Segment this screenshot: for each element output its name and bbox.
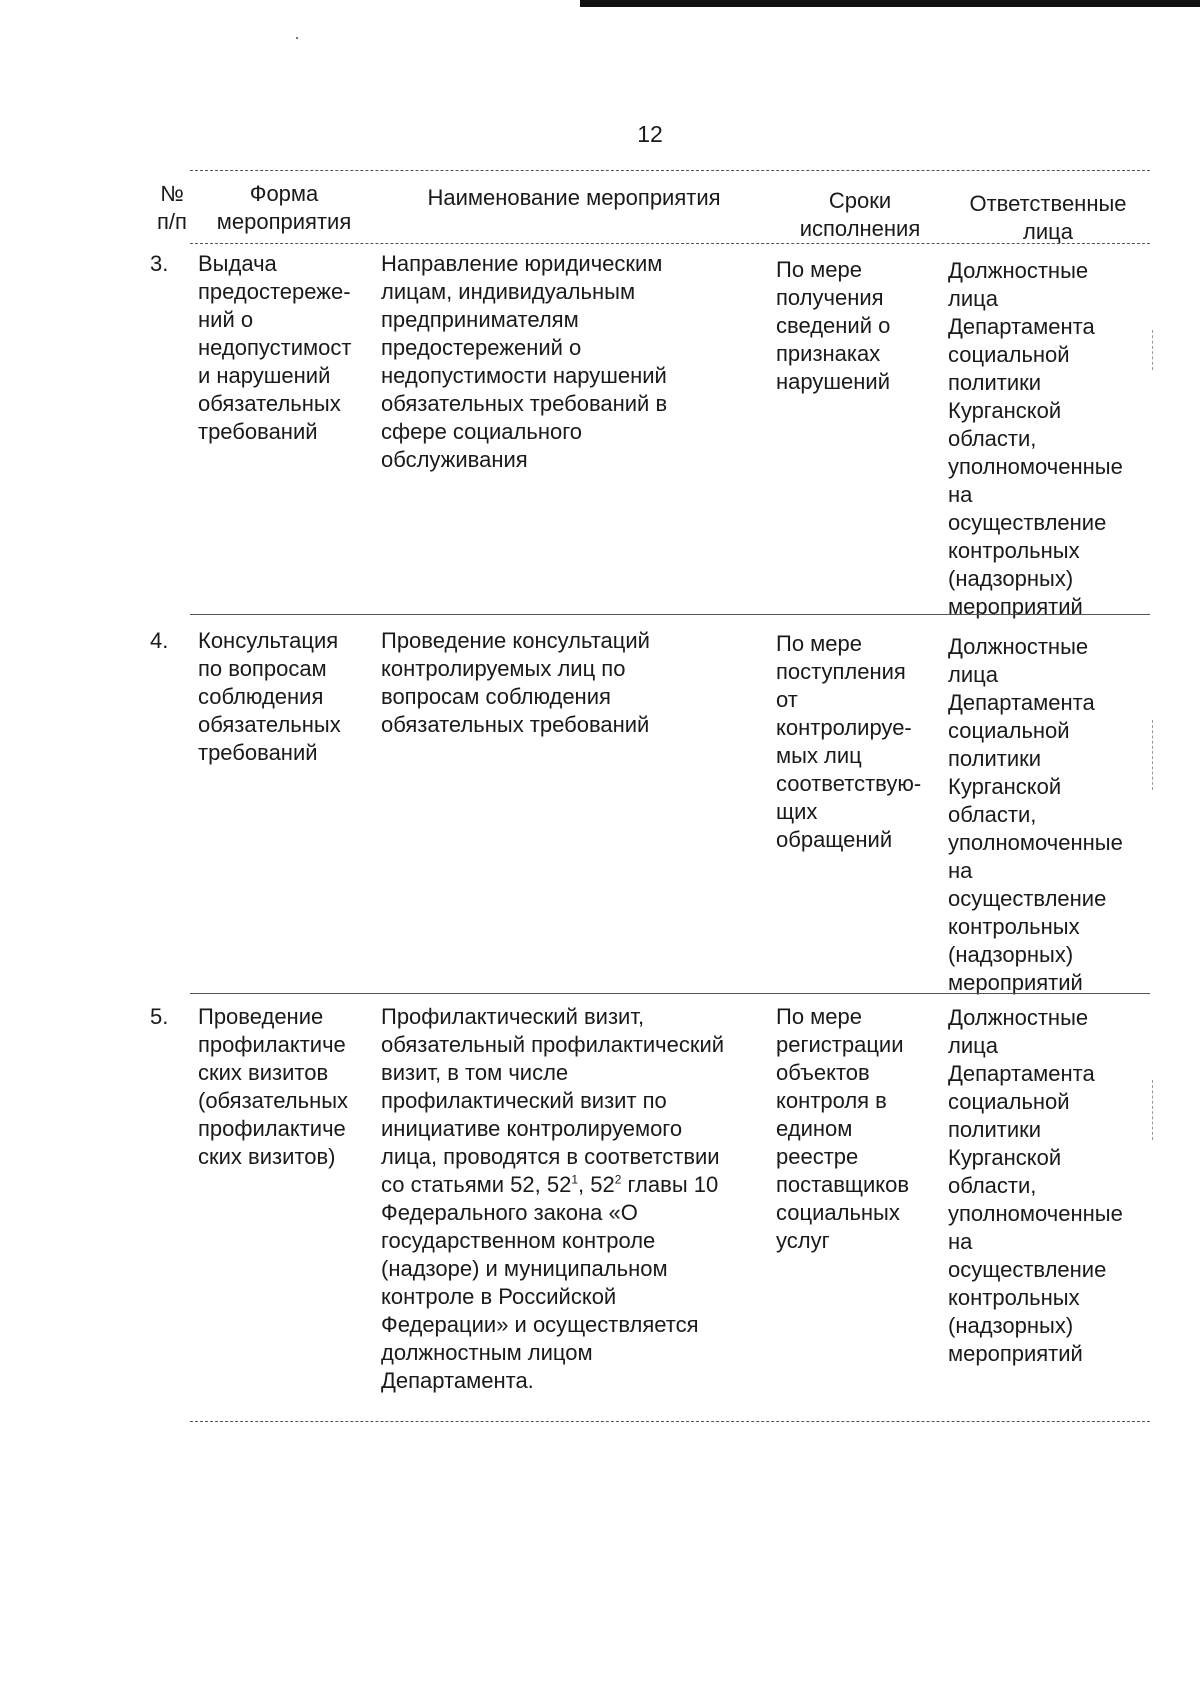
header-terms: исполнения	[799, 216, 921, 241]
row-separator	[190, 614, 1150, 615]
name-cell-line: Департамента.	[381, 1368, 534, 1393]
resp-cell-line: уполномоченные	[948, 1201, 1123, 1226]
row-number: 3.	[150, 251, 169, 276]
form-cell-line: требований	[198, 419, 318, 444]
resp-cell-line: на	[948, 1229, 973, 1254]
resp-cell-line: осуществление	[948, 1257, 1107, 1282]
row-separator	[190, 993, 1150, 994]
terms-cell-line: от	[776, 687, 798, 712]
name-cell-line: предпринимателям	[381, 307, 579, 332]
terms-cell-line: По мере	[776, 1004, 862, 1029]
resp-cell-line: политики	[948, 370, 1042, 395]
terms-cell-line: контроля в	[776, 1088, 887, 1113]
terms-cell-line: реестре	[776, 1144, 859, 1169]
resp-cell-line: (надзорных)	[948, 566, 1074, 591]
form-cell-line: (обязательных	[198, 1088, 349, 1113]
resp-cell-line: мероприятий	[948, 970, 1083, 995]
text-span: главы 10	[621, 1172, 719, 1197]
resp-cell-line: социальной	[948, 342, 1070, 367]
name-cell-line	[381, 1171, 718, 1199]
resp-cell-line: осуществление	[948, 886, 1107, 911]
form-cell-line: предостереже-	[198, 279, 351, 304]
form-cell-line: обязательных	[198, 391, 341, 416]
name-cell-line: Проведение консультаций	[381, 628, 650, 653]
name-cell-line: (надзоре) и муниципальном	[381, 1256, 668, 1281]
resp-cell-line: лица	[948, 286, 998, 311]
name-cell-line: обязательный профилактический	[381, 1032, 725, 1057]
page-number: 12	[637, 121, 663, 147]
name-cell-line: контроле в Российской	[381, 1284, 617, 1309]
form-cell-line: профилактиче	[198, 1032, 346, 1057]
resp-cell-line: Курганской	[948, 774, 1062, 799]
text-span: со статьями 52, 52	[381, 1172, 572, 1197]
name-cell-line: вопросам соблюдения	[381, 684, 611, 709]
terms-cell-line: мых лиц	[776, 743, 862, 768]
name-cell-line: визит, в том числе	[381, 1060, 569, 1085]
name-cell-line: должностным лицом	[381, 1340, 593, 1365]
resp-cell-line: контрольных	[948, 914, 1080, 939]
resp-cell-line: мероприятий	[948, 1341, 1083, 1366]
terms-cell-line: По мере	[776, 257, 862, 282]
resp-cell-line: контрольных	[948, 1285, 1080, 1310]
terms-cell-line: услуг	[776, 1228, 830, 1253]
resp-cell-line: Департамента	[948, 314, 1095, 339]
scan-speck	[296, 37, 298, 39]
name-cell-line: профилактический визит по	[381, 1088, 667, 1113]
resp-cell-line: социальной	[948, 1089, 1070, 1114]
terms-cell-line: контролируе-	[776, 715, 912, 740]
superscript: 1	[571, 1172, 579, 1187]
resp-cell-line: на	[948, 482, 973, 507]
name-cell-line: сфере социального	[381, 419, 582, 444]
resp-cell-line: контрольных	[948, 538, 1080, 563]
resp-cell-line: области,	[948, 802, 1037, 827]
form-cell-line: ских визитов	[198, 1060, 329, 1085]
resp-cell-line: Курганской	[948, 1145, 1062, 1170]
terms-cell-line: соответствую-	[776, 771, 922, 796]
resp-cell-line: Должностные	[948, 634, 1089, 659]
resp-cell-line: социальной	[948, 718, 1070, 743]
name-cell-line: недопустимости нарушений	[381, 363, 667, 388]
form-cell-line: соблюдения	[198, 684, 324, 709]
header-num: п/п	[157, 209, 187, 234]
resp-cell-line: уполномоченные	[948, 454, 1123, 479]
border-trace	[1152, 330, 1153, 370]
header-resp: Ответственные	[969, 191, 1127, 216]
row-number: 5.	[150, 1004, 169, 1029]
form-cell-line: недопустимост	[198, 335, 352, 360]
terms-cell-line: сведений о	[776, 313, 891, 338]
terms-cell-line: нарушений	[776, 369, 890, 394]
terms-cell-line: объектов	[776, 1060, 870, 1085]
header-bottom-rule	[190, 243, 1150, 244]
header-form: мероприятия	[216, 209, 352, 234]
form-cell-line: профилактиче	[198, 1116, 346, 1141]
resp-cell-line: Должностные	[948, 1005, 1089, 1030]
terms-cell-line: поступления	[776, 659, 906, 684]
border-trace	[1152, 720, 1153, 790]
header-form: Форма	[249, 181, 319, 206]
terms-cell-line: социальных	[776, 1200, 900, 1225]
header-resp: лица	[1023, 219, 1073, 244]
name-cell-line: Федерального закона «О	[381, 1200, 638, 1225]
resp-cell-line: Должностные	[948, 258, 1089, 283]
name-cell-line: Направление юридическим	[381, 251, 663, 276]
form-cell-line: по вопросам	[198, 656, 327, 681]
name-cell-line: Федерации» и осуществляется	[381, 1312, 699, 1337]
resp-cell-line: осуществление	[948, 510, 1107, 535]
name-cell-line: инициативе контролируемого	[381, 1116, 683, 1141]
form-cell-line: Выдача	[198, 251, 277, 276]
terms-cell-line: По мере	[776, 631, 862, 656]
name-cell-line: Профилактический визит,	[381, 1004, 645, 1029]
resp-cell-line: мероприятий	[948, 594, 1083, 619]
resp-cell-line: Департамента	[948, 690, 1095, 715]
table-bottom-rule	[190, 1421, 1150, 1422]
name-cell-line: лицам, индивидуальным	[381, 279, 636, 304]
resp-cell-line: политики	[948, 746, 1042, 771]
resp-cell-line: уполномоченные	[948, 830, 1123, 855]
terms-cell-line: обращений	[776, 827, 893, 852]
resp-cell-line: области,	[948, 426, 1037, 451]
header-terms: Сроки	[828, 188, 892, 213]
name-cell-line: контролируемых лиц по	[381, 656, 626, 681]
resp-cell-line: Департамента	[948, 1061, 1095, 1086]
resp-cell-line: (надзорных)	[948, 1313, 1074, 1338]
terms-cell-line: получения	[776, 285, 884, 310]
resp-cell-line: политики	[948, 1117, 1042, 1142]
table-top-rule	[190, 170, 1150, 171]
name-cell-line: предостережений о	[381, 335, 582, 360]
name-cell-line: лица, проводятся в соответствии	[381, 1144, 720, 1169]
name-cell-line: обязательных требований в	[381, 391, 668, 416]
border-trace	[1152, 1080, 1153, 1140]
name-cell-line: обязательных требований	[381, 712, 650, 737]
name-cell-line: государственном контроле	[381, 1228, 656, 1253]
scan-edge-artifact	[580, 0, 1200, 7]
terms-cell-line: признаках	[776, 341, 881, 366]
row-number: 4.	[150, 628, 169, 653]
terms-cell-line: регистрации	[776, 1032, 904, 1057]
resp-cell-line: на	[948, 858, 973, 883]
superscript: 2	[614, 1172, 622, 1187]
terms-cell-line: едином	[776, 1116, 853, 1141]
form-cell-line: и нарушений	[198, 363, 331, 388]
resp-cell-line: Курганской	[948, 398, 1062, 423]
resp-cell-line: (надзорных)	[948, 942, 1074, 967]
form-cell-line: ских визитов)	[198, 1144, 336, 1169]
resp-cell-line: области,	[948, 1173, 1037, 1198]
header-name: Наименование мероприятия	[427, 185, 721, 210]
text-span: , 52	[578, 1172, 615, 1197]
form-cell-line: обязательных	[198, 712, 341, 737]
form-cell-line: Консультация	[198, 628, 339, 653]
terms-cell-line: щих	[776, 799, 818, 824]
form-cell-line: Проведение	[198, 1004, 324, 1029]
terms-cell-line: поставщиков	[776, 1172, 910, 1197]
resp-cell-line: лица	[948, 662, 998, 687]
resp-cell-line: лица	[948, 1033, 998, 1058]
name-cell-line: обслуживания	[381, 447, 528, 472]
form-cell-line: требований	[198, 740, 318, 765]
header-num: №	[160, 181, 184, 206]
form-cell-line: ний о	[198, 307, 254, 332]
